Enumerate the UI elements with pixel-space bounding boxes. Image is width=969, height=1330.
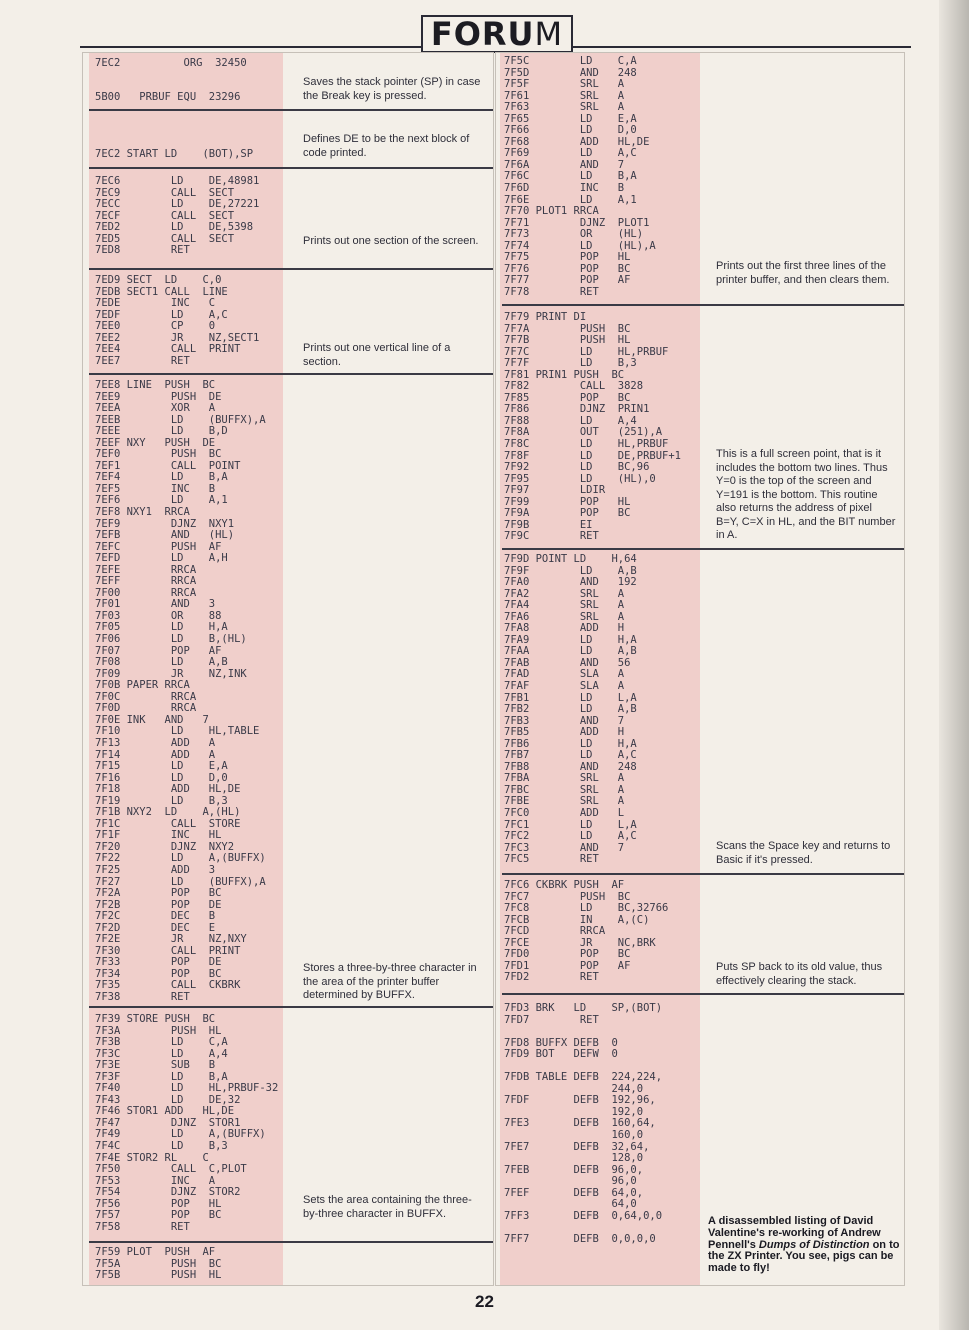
block-annotation: Stores a three-by-three character in the area of the printer buffer determined by BUFFX. — [303, 962, 477, 1001]
listing-caption — [708, 1216, 900, 1275]
caption-text-part2: on to the ZX Printer. You see, pigs can be made to fly! — [708, 1238, 900, 1275]
caption-text-part1: A disassembled listing of David Valentine's re-working of Andrew Pennell's — [708, 1215, 881, 1251]
code-lines: 7FD3 BRK LD SP,(BOT) 7FD7 RET 7FD8 BUFFX DEFB 0 7FD9 BOT DEFW 0 7FDB TABLE DEFB 224,224, 244,0 7FDF DEFB 192,96, 192,0 7FE3 DEFB 160,64, 160,0 7FE7 DEFB 32,64, 128,0 7FEB DEFB 96,0, 96,0 7FEF DEFB 64,0, 64,0 7FF3 DEFB 0,64,0,0 7FF7 DEFB 0,0,0,0 — [504, 1002, 663, 1245]
code-lines: 7ED9 SECT LD C,0 7EDB SECT1 CALL LINE 7EDE INC C 7EDF LD A,C 7EE0 CP 0 7EE2 JR NZ,SECT1 7EE4 CALL PRINT 7EE7 RET — [95, 274, 260, 367]
block-annotation: Puts SP back to its old value, thus effectively clearing the stack. — [716, 961, 883, 987]
code-lines: 7F79 PRINT DI 7F7A PUSH BC 7F7B PUSH HL 7F7C LD HL,PRBUF 7F7F LD B,3 7F81 PRIN1 PUSH BC 7F82 CALL 3828 7F85 POP BC 7F86 DJNZ PRIN1 7F88 LD A,4 7F8A OUT (251),A 7F8C LD HL,PRBUF 7F8F LD DE,PRBUF+1 7F92 LD BC,96 7F95 LD (HL),0 7F97 LDIR 7F99 POP HL 7F9A POP BC 7F9B EI 7F9C RET — [504, 311, 682, 543]
left-listing-column — [82, 52, 494, 1286]
listing-block-start — [83, 111, 493, 166]
page-edge-shadow — [939, 0, 969, 1330]
block-annotation: This is a full screen point, that is it includes the bottom two lines. Thus Y=0 is the top of the screen and Y=191 is the bottom. This routine also returns the address of pixel B=Y, C=X in HL, and the BIT number in A. — [716, 448, 896, 541]
forum-logo — [421, 15, 573, 53]
block-annotation: Prints out the first three lines of the printer buffer, and then clears them. — [716, 260, 890, 286]
caption-title: Dumps of Distinction — [758, 1238, 870, 1251]
listing-block-sect-calls — [83, 169, 493, 269]
code-lines: 7F59 PLOT PUSH AF 7F5A PUSH BC 7F5B PUSH HL — [95, 1246, 222, 1282]
logo-text-thin: M — [534, 15, 564, 53]
listing-block-plot-continued — [496, 53, 904, 305]
listing-block-point — [496, 550, 904, 872]
code-lines: 7EC2 START LD (BOT),SP — [95, 148, 254, 160]
listing-block-plot — [83, 1243, 493, 1285]
page-number: 22 — [475, 1292, 494, 1311]
right-listing-column — [495, 52, 905, 1286]
block-annotation: Prints out one section of the screen. — [303, 235, 479, 247]
code-lines: 7F9D POINT LD H,64 7F9F LD A,B 7FA0 AND 192 7FA2 SRL A 7FA4 SRL A 7FA6 SRL A 7FA8 ADD H 7FA9 LD H,A 7FAA LD A,B 7FAB AND 56 7FAD SLA A 7FAF SLA A 7FB1 LD L,A 7FB2 LD A,B 7FB3 AND 7 7FB5 ADD H 7FB6 LD H,A 7FB7 LD A,C 7FB8 AND 248 7FBA SRL A 7FBC SRL A 7FBE SRL A 7FC0 ADD L 7FC1 LD L,A 7FC2 LD A,C 7FC3 AND 7 7FC5 RET — [504, 553, 637, 866]
block-annotation: Saves the stack pointer (SP) in case the Break key is pressed. — [303, 76, 481, 102]
code-lines: 7EC2 ORG 32450 — [95, 57, 247, 69]
listing-block-store — [83, 1008, 493, 1238]
logo-text-bold: FORU — [430, 15, 535, 53]
code-lines: 7EC6 LD DE,48981 7EC9 CALL SECT 7ECC LD DE,27221 7ECF CALL SECT 7ED2 LD DE,5398 7ED5 CALL SECT 7ED8 RET — [95, 175, 260, 257]
code-lines: 7FC6 CKBRK PUSH AF 7FC7 PUSH BC 7FC8 LD BC,32766 7FCB IN A,(C) 7FCD RRCA 7FCE JR NC,BRK 7FD0 POP BC 7FD1 POP AF 7FD2 RET — [504, 879, 669, 984]
listing-block-print — [496, 306, 904, 544]
code-lines: 7F39 STORE PUSH BC 7F3A PUSH HL 7F3B LD C,A 7F3C LD A,4 7F3E SUB B 7F3F LD B,A 7F40 LD HL,PRBUF-32 7F43 LD DE,32 7F46 STOR1 ADD HL,DE 7F47 DJNZ STOR1 7F49 LD A,(BUFFX) 7F4C LD B,3 7F4E STOR2 RL C 7F50 CALL C,PLOT 7F53 INC A 7F54 DJNZ STOR2 7F56 POP HL 7F57 POP BC 7F58 RET — [95, 1013, 279, 1233]
block-annotation: Prints out one vertical line of a section. — [303, 342, 451, 368]
code-lines: 7F5C LD C,A 7F5D AND 248 7F5F SRL A 7F61 SRL A 7F63 SRL A 7F65 LD E,A 7F66 LD D,0 7F68 ADD HL,DE 7F69 LD A,C 7F6A AND 7 7F6C LD B,A 7F6D INC B 7F6E LD A,1 7F70 PLOT1 RRCA 7F71 DJNZ PLOT1 7F73 OR (HL) 7F74 LD (HL),A 7F75 POP HL 7F76 POP BC 7F77 POP AF 7F78 RET — [504, 55, 656, 298]
block-annotation: Sets the area containing the three-by-three character in BUFFX. — [303, 1194, 472, 1220]
listing-block-line — [83, 375, 493, 1005]
block-annotation: Scans the Space key and returns to Basic if it's pressed. — [716, 840, 891, 866]
block-annotation: Defines DE to be the next block of code printed. — [303, 133, 470, 159]
code-lines: 5B00 PRBUF EQU 23296 — [95, 91, 241, 103]
listing-block-sect — [83, 270, 493, 370]
code-lines: 7EE8 LINE PUSH BC 7EE9 PUSH DE 7EEA XOR A 7EEB LD (BUFFX),A 7EEE LD B,D 7EEF NXY PUSH DE 7EF0 PUSH BC 7EF1 CALL POINT 7EF4 LD B,A 7EF5 INC B 7EF6 LD A,1 7EF8 NXY1 RRCA 7EF9 DJNZ NXY1 7EFB AND (HL) 7EFC PUSH AF 7EFD LD A,H 7EFE RRCA 7EFF RRCA 7F00 RRCA 7F01 AND 3 7F03 OR 88 7F05 LD H,A 7F06 LD B,(HL) 7F07 POP AF 7F08 LD A,B 7F09 JR NZ,INK 7F0B PAPER RRCA 7F0C RRCA 7F0D RRCA 7F0E INK AND 7 7F10 LD HL,TABLE 7F13 ADD A 7F14 ADD A 7F15 LD E,A 7F16 LD D,0 7F18 ADD HL,DE 7F19 LD B,3 7F1B NXY2 LD A,(HL) 7F1C CALL STORE 7F1F INC HL 7F20 DJNZ NXY2 7F22 LD A,(BUFFX) 7F25 ADD 3 7F27 LD (BUFFX),A 7F2A POP BC 7F2B POP DE 7F2C DEC B 7F2D DEC E 7F2E JR NZ,NXY 7F30 CALL PRINT 7F33 POP DE 7F34 POP BC 7F35 CALL CKBRK 7F38 RET — [95, 379, 266, 1003]
listing-block-ckbrk — [496, 875, 904, 993]
